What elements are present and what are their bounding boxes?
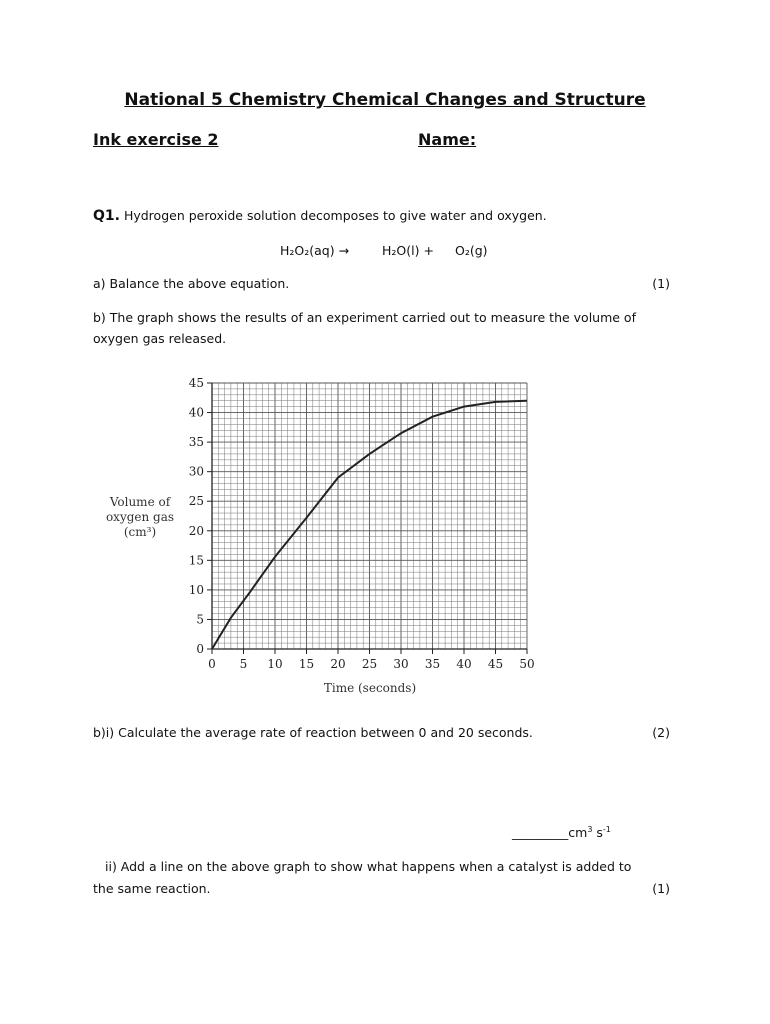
x-tick-label: 50 <box>519 657 535 671</box>
answer-line <box>512 825 611 840</box>
y-tick-label: 5 <box>196 612 204 627</box>
x-tick-label: 15 <box>298 657 315 671</box>
x-tick-label: 30 <box>393 657 409 671</box>
y-tick-label: 45 <box>188 376 204 390</box>
part-bii-line1: ii) Add a line on the above graph to show what happens when a catalyst is added to <box>105 859 632 874</box>
y-tick-label: 0 <box>196 642 204 656</box>
x-tick-label: 10 <box>267 657 283 671</box>
part-bi-marks: (2) <box>652 725 670 740</box>
answer-seconds: s <box>592 825 603 841</box>
part-bi-text: b)i) Calculate the average rate of reaction between 0 and 20 seconds. <box>93 725 533 740</box>
part-bii-marks: (1) <box>652 881 670 896</box>
chart-x-label: Time (seconds) <box>323 681 417 695</box>
chart-y-label-line: (cm³) <box>123 525 157 539</box>
answer-blank: _________cm <box>512 825 588 841</box>
x-tick-label: 5 <box>239 657 248 671</box>
part-b-line1: b) The graph shows the results of an experiment carried out to measure the volume of <box>93 310 636 325</box>
part-b-line2: oxygen gas released. <box>93 331 227 346</box>
equation-product-oxygen: O₂(g) <box>455 243 488 258</box>
question-text: Hydrogen peroxide solution decomposes to give water and oxygen. <box>123 208 547 223</box>
page-title: National 5 Chemistry Chemical Changes and Structure <box>124 90 646 110</box>
equation-product-water: H₂O(l) + <box>382 243 434 258</box>
chart-y-label-line: Volume of <box>109 495 171 509</box>
x-tick-label: 45 <box>487 657 504 671</box>
x-tick-label: 20 <box>330 657 346 671</box>
answer-seconds-sup: -1 <box>602 825 611 834</box>
y-tick-label: 35 <box>188 435 204 450</box>
y-tick-label: 25 <box>188 494 204 509</box>
answer-unit-sup: 3 <box>587 825 593 834</box>
y-tick-label: 30 <box>188 464 204 479</box>
part-bii-line2: the same reaction. <box>93 881 211 896</box>
x-tick-label: 0 <box>208 657 216 671</box>
y-tick-label: 15 <box>188 553 204 568</box>
exercise-heading: Ink exercise 2 <box>93 130 219 149</box>
part-a-marks: (1) <box>652 276 670 291</box>
equation-reactant: H₂O₂(aq) → <box>280 243 350 258</box>
chart-y-label-line: oxygen gas <box>105 510 175 524</box>
y-tick-label: 10 <box>188 582 204 597</box>
y-tick-label: 40 <box>188 405 204 420</box>
x-tick-label: 40 <box>456 657 472 671</box>
x-tick-label: 35 <box>424 657 441 671</box>
y-tick-label: 20 <box>188 523 204 538</box>
name-label: Name: <box>418 130 477 149</box>
question-number: Q1. <box>93 208 120 224</box>
part-a-text: a) Balance the above equation. <box>93 276 290 291</box>
x-tick-label: 25 <box>361 657 378 671</box>
